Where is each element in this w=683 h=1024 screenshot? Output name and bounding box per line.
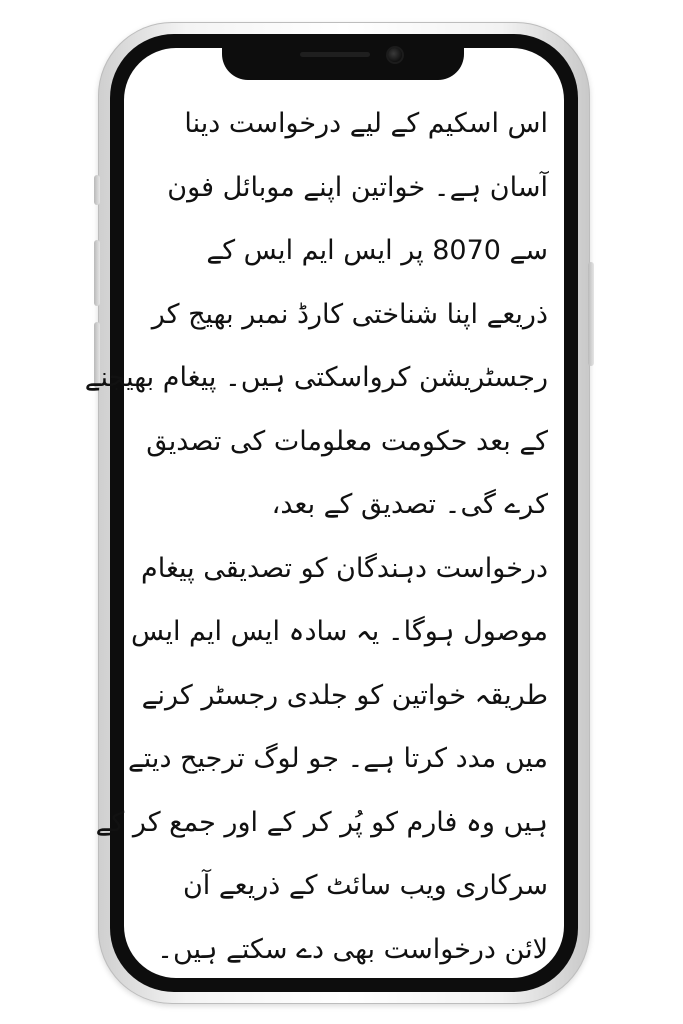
- article-line: موصول ہوگا۔ یہ سادہ ایس ایم ایس: [131, 616, 548, 647]
- article-text: [84, 92, 548, 981]
- speaker-grille: [300, 52, 370, 57]
- article-line: آسان ہے۔ خواتین اپنے موبائل فون: [167, 171, 548, 203]
- article-line: ذریعے اپنا شناختی کارڈ نمبر بھیج کر: [151, 298, 548, 330]
- article-line: کرے گی۔ تصدیق کے بعد،: [271, 489, 548, 520]
- article-line: رجسٹریشن کرواسکتی ہیں۔ پیغام بھیجنے: [84, 362, 548, 393]
- article-line: سے 8070 پر ایس ایم ایس کے: [206, 235, 548, 266]
- phone-side-button: [94, 175, 100, 205]
- article-line: لائن درخواست بھی دے سکتے ہیں۔: [157, 933, 548, 965]
- front-camera-icon: [388, 48, 402, 62]
- power-button: [588, 262, 594, 366]
- article-line: سرکاری ویب سائٹ کے ذریعے آن: [182, 870, 548, 901]
- article-line: اس اسکیم کے لیے درخواست دینا: [184, 108, 548, 139]
- phone-notch: [222, 40, 464, 80]
- article-line: کے بعد حکومت معلومات کی تصدیق: [146, 425, 548, 457]
- article-line: درخواست دہندگان کو تصدیقی پیغام: [141, 552, 548, 584]
- article-line: ہیں وہ فارم کو پُر کر کے اور جمع کر کے: [95, 806, 548, 838]
- article-line: میں مدد کرتا ہے۔ جو لوگ ترجیح دیتے: [127, 743, 548, 774]
- article-line: طریقہ خواتین کو جلدی رجسٹر کرنے: [141, 679, 548, 711]
- volume-up-button: [94, 240, 100, 306]
